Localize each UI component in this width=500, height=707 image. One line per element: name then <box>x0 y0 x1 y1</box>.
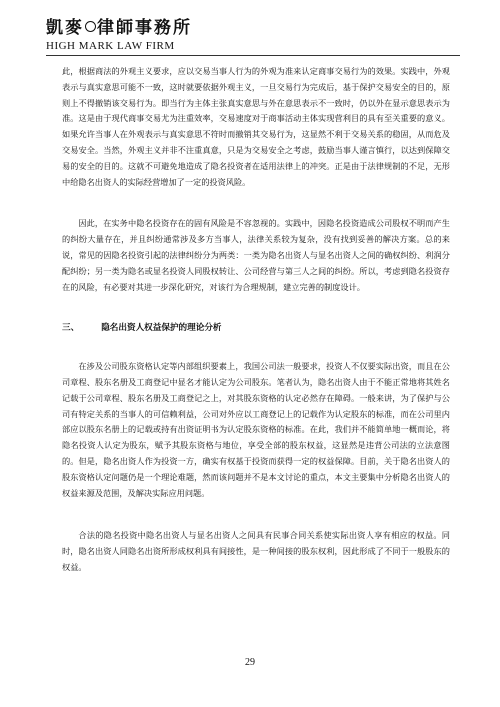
header-divider <box>46 55 460 56</box>
body-paragraph-3: 在涉及公司股东资格认定等内部组织要素上，我国公司法一般要求，投资人不仅要实际出资，而且在公司章程、股东名册及工商登记中显名才能认定为公司股东。笔者认为，隐名出资人由于不能正常地将其姓名记载于公司章程、股东名册及工商登记之上，对其股东资格的认定必然存在障碍。一般来讲，为了保护与公司有特定关系的当事人的可信赖利益，公司对外应以工商登记上的记载作为认定股东的标准，而在公司里内部应以股东名册上的记载或持有出资证明书为认定股东资格的标准。在此，我们并不能简单地一概而论，将隐名投资人认定为股东，赋予其股东资格与地位，享受全部的股东权益，这显然是违背公司法的立法意图的。但是，隐名出资人作为投资一方，确实有权基于投资而获得一定的权益保障。目前，关于隐名出资人的股东资格认定问题仍是一个理论难题，然而该问题并不是本文讨论的重点，本文主要集中分析隐名出资人的权益来源及范围，及解决实际应用问题。 <box>62 361 450 498</box>
firm-name-english: HIGH MARK LAW FIRM <box>46 40 175 52</box>
page-number: 29 <box>245 657 255 668</box>
firm-logo-icon <box>85 21 96 32</box>
firm-name-zh-part2: 律師事務所 <box>97 18 192 38</box>
document-body <box>62 64 450 576</box>
section-heading <box>62 321 450 337</box>
letterhead <box>46 18 466 53</box>
section-title: 隐名出资人权益保护的理论分析 <box>101 323 222 334</box>
firm-name-zh-part1: 凱麥 <box>46 18 84 38</box>
firm-name-chinese <box>46 18 466 38</box>
body-paragraph-1: 此，根据商法的外观主义要求，应以交易当事人行为的外观为准来认定商事交易行为的效果。实践中，外观表示与真实意思可能不一致，这时就要依据外观主义，一旦交易行为完成后，基于保护交易安全的目的，原则上不得撤销该交易行为。即当行为主体主张真实意思与外在意思表示不一致时，仍以外在显示意思表示为准。这是由于现代商事交易尤为注重效率，交易速度对于商事活动主体实现营利目的具有至关重要的意义。如果允许当事人在外观表示与真实意思不符时而撤销其交易行为，这显然不利于交易关系的稳固，从而危及交易安全。当然，外观主义并非不注重真意，只是为交易安全之考虑，鼓励当事人谨言慎行，以达到保障交易的安全的目的。这就不可避免地造成了隐名投资者在适用法律上的冲突。正是由于法律规制的不足，无形中给隐名出资人的实际经营增加了一定的投资风险。 <box>62 66 450 187</box>
body-paragraph-2: 因此，在实务中隐名投资存在的固有风险是不容忽视的。实践中，因隐名投资造成公司股权不明而产生的纠纷大量存在，并且纠纷通常涉及多方当事人，法律关系较为复杂，没有找到妥善的解决方案。总的来说，常见的因隐名投资引起的法律纠纷分为两类：一类为隐名出资人与显名出资人之间的确权纠纷、利润分配纠纷；另一类为隐名或显名投资人同股权转让、公司经营与第三人之间的纠纷。所以，考虑到隐名投资存在的风险，有必要对其进一步深化研究，对该行为合理规制，建立完善的制度设计。 <box>62 218 450 292</box>
body-paragraph-4: 合法的隐名投资中隐名出资人与显名出资人之间具有民事合同关系使实际出资人享有相应的权益。同时，隐名出资人同隐名出资所形成权利具有间接性，是一种间接的股东权利，因此形成了不同于一般股东的权益。 <box>62 530 450 572</box>
section-number: 三、 <box>62 323 80 334</box>
